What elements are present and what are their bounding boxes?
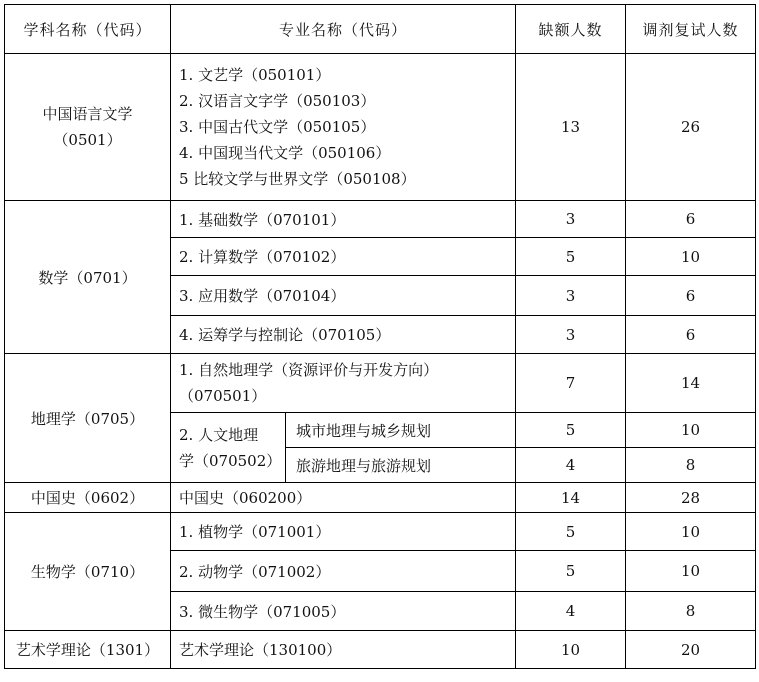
- retest-cell: 8: [626, 592, 756, 631]
- major-line: 1. 自然地理学（资源评价与开发方向）: [179, 361, 439, 379]
- table-row-history: [5, 483, 756, 513]
- major-cell: 1. 植物学（071001）: [171, 513, 516, 551]
- major-cell: 3. 应用数学（070104）: [171, 276, 516, 316]
- table-row: [5, 354, 756, 413]
- major-cell: 4. 运筹学与控制论（070105）: [171, 316, 516, 354]
- header-row: [5, 5, 756, 54]
- admission-table: [4, 4, 756, 669]
- retest-cell: 10: [626, 238, 756, 276]
- major-cell: [171, 354, 516, 413]
- major-item: 3. 中国古代文学（050105）: [179, 118, 376, 136]
- vacancy-cell: 5: [516, 413, 626, 448]
- vacancy-cell: 5: [516, 513, 626, 551]
- vacancy-cell: 3: [516, 316, 626, 354]
- direction-cell: 旅游地理与旅游规划: [286, 448, 516, 483]
- table-row: [5, 513, 756, 551]
- discipline-cell-math: 数学（0701）: [5, 201, 171, 354]
- retest-cell: 6: [626, 201, 756, 238]
- vacancy-cell: 4: [516, 448, 626, 483]
- vacancy-cell: 3: [516, 201, 626, 238]
- retest-cell: 10: [626, 551, 756, 592]
- major-item: 2. 汉语言文字学（050103）: [179, 92, 376, 110]
- direction-cell: 城市地理与城乡规划: [286, 413, 516, 448]
- major-item: 4. 中国现当代文学（050106）: [179, 144, 391, 162]
- vacancy-cell: 4: [516, 592, 626, 631]
- retest-cell: 14: [626, 354, 756, 413]
- vacancy-cell: 14: [516, 483, 626, 513]
- header-discipline: 学科名称（代码）: [5, 5, 171, 54]
- retest-cell: 6: [626, 316, 756, 354]
- retest-cell: 10: [626, 513, 756, 551]
- major-cell: 3. 微生物学（071005）: [171, 592, 516, 631]
- discipline-name: 中国语言文学: [42, 105, 133, 123]
- header-vacancy: 缺额人数: [516, 5, 626, 54]
- major-item: 1. 文艺学（050101）: [179, 66, 331, 84]
- major-list-lit: [171, 54, 516, 201]
- discipline-code: （0501）: [53, 131, 122, 149]
- discipline-cell-bio: 生物学（0710）: [5, 513, 171, 631]
- table-row-lit: [5, 54, 756, 201]
- discipline-cell-art: 艺术学理论（1301）: [5, 631, 171, 669]
- major-line: 学（070502）: [179, 451, 282, 470]
- discipline-cell-history: 中国史（0602）: [5, 483, 171, 513]
- major-line: （070501）: [179, 387, 267, 405]
- table-row: [5, 201, 756, 238]
- retest-cell: 20: [626, 631, 756, 669]
- major-cell: 艺术学理论（130100）: [171, 631, 516, 669]
- major-item: 5 比较文学与世界文学（050108）: [179, 170, 416, 188]
- header-retest: 调剂复试人数: [626, 5, 756, 54]
- retest-cell: 26: [626, 54, 756, 201]
- vacancy-cell: 7: [516, 354, 626, 413]
- major-cell: 1. 基础数学（070101）: [171, 201, 516, 238]
- header-major: 专业名称（代码）: [171, 5, 516, 54]
- discipline-cell-lit: [5, 54, 171, 201]
- vacancy-cell: 5: [516, 551, 626, 592]
- vacancy-cell: 3: [516, 276, 626, 316]
- vacancy-cell: 5: [516, 238, 626, 276]
- vacancy-cell: 13: [516, 54, 626, 201]
- major-cell-human-geo: [171, 413, 286, 483]
- retest-cell: 10: [626, 413, 756, 448]
- discipline-cell-geo: 地理学（0705）: [5, 354, 171, 483]
- retest-cell: 6: [626, 276, 756, 316]
- major-cell: 2. 计算数学（070102）: [171, 238, 516, 276]
- table-row-art: [5, 631, 756, 669]
- retest-cell: 8: [626, 448, 756, 483]
- major-line: 2. 人文地理: [179, 425, 259, 444]
- vacancy-cell: 10: [516, 631, 626, 669]
- major-cell: 中国史（060200）: [171, 483, 516, 513]
- major-cell: 2. 动物学（071002）: [171, 551, 516, 592]
- retest-cell: 28: [626, 483, 756, 513]
